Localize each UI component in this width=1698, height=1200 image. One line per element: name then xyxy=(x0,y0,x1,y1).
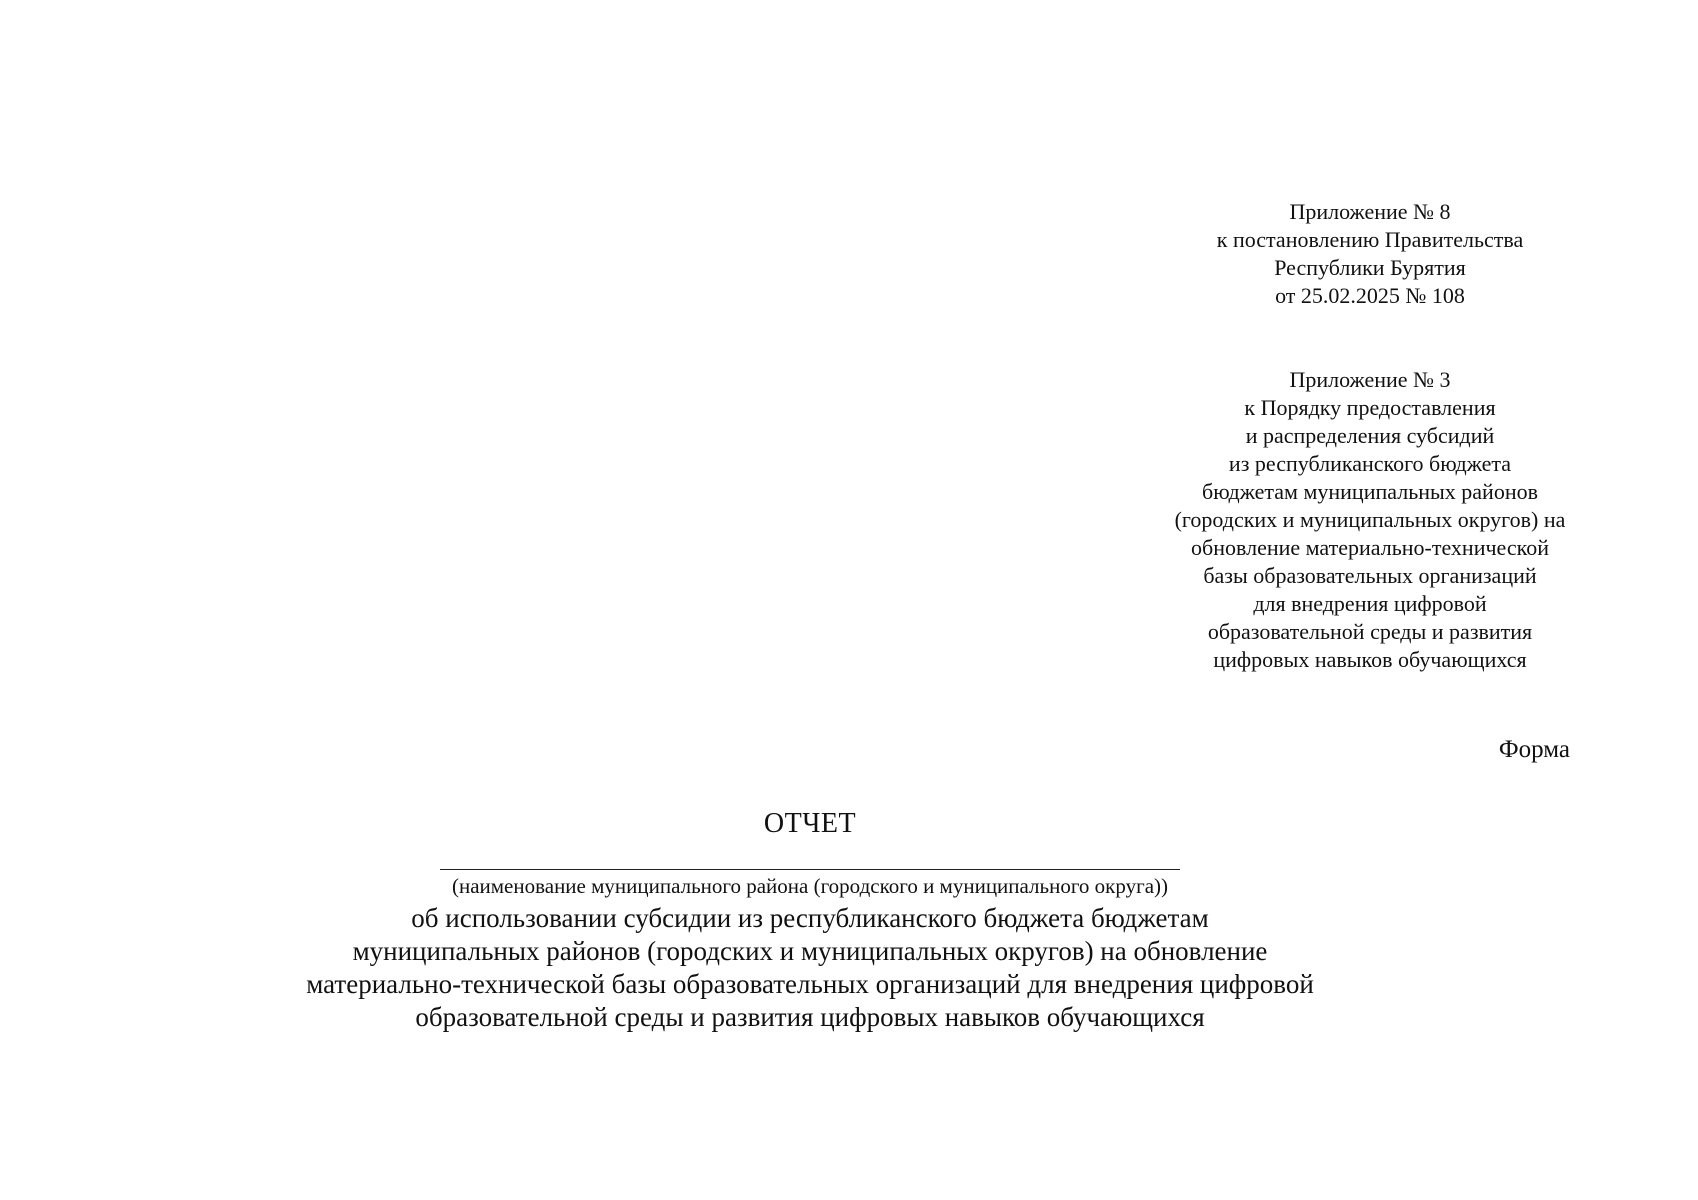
form-label: Форма xyxy=(1498,736,1570,763)
annex-3-line: Приложение № 3 xyxy=(1289,367,1451,392)
annex-3-line: обновление материально-технической xyxy=(1191,535,1549,560)
annex-8-line: Республики Бурятия xyxy=(1274,255,1466,280)
annex-3-line: к Порядку предоставления xyxy=(1244,395,1496,420)
municipality-name-caption: (наименование муниципального района (городского и муниципального округа)) xyxy=(451,874,1169,898)
annex-3-line: бюджетам муниципальных районов xyxy=(1202,479,1538,504)
annex-8-line: к постановлению Правительства xyxy=(1216,227,1524,252)
annex-8-line: Приложение № 8 xyxy=(1289,199,1451,224)
annex-8-header xyxy=(1160,198,1580,310)
annex-3-line: из республиканского бюджета xyxy=(1228,451,1512,476)
annex-3-line: образовательной среды и развития xyxy=(1207,619,1533,644)
annex-3-line: цифровых навыков обучающихся xyxy=(1213,647,1527,672)
annex-8-line: от 25.02.2025 № 108 xyxy=(1275,283,1465,308)
report-subtitle-line: образовательной среды и развития цифровых навыков обучающихся xyxy=(415,1002,1205,1032)
report-title: ОТЧЕТ xyxy=(763,808,857,839)
report-subtitle-line: муниципальных районов (городских и муниципальных округов) на обновление xyxy=(352,936,1268,966)
report-subtitle-line: об использовании субсидии из республиканского бюджета бюджетам xyxy=(411,903,1209,933)
municipality-name-line xyxy=(440,869,1180,870)
annex-3-line: и распределения субсидий xyxy=(1245,423,1495,448)
annex-3-line: для внедрения цифровой xyxy=(1253,591,1487,616)
annex-3-line: базы образовательных организаций xyxy=(1203,563,1537,588)
annex-3-header xyxy=(1110,366,1630,674)
annex-3-line: (городских и муниципальных округов) на xyxy=(1174,507,1566,532)
report-subtitle xyxy=(200,902,1420,1034)
report-subtitle-line: материально-технической базы образовательных организаций для внедрения цифровой xyxy=(306,969,1314,999)
